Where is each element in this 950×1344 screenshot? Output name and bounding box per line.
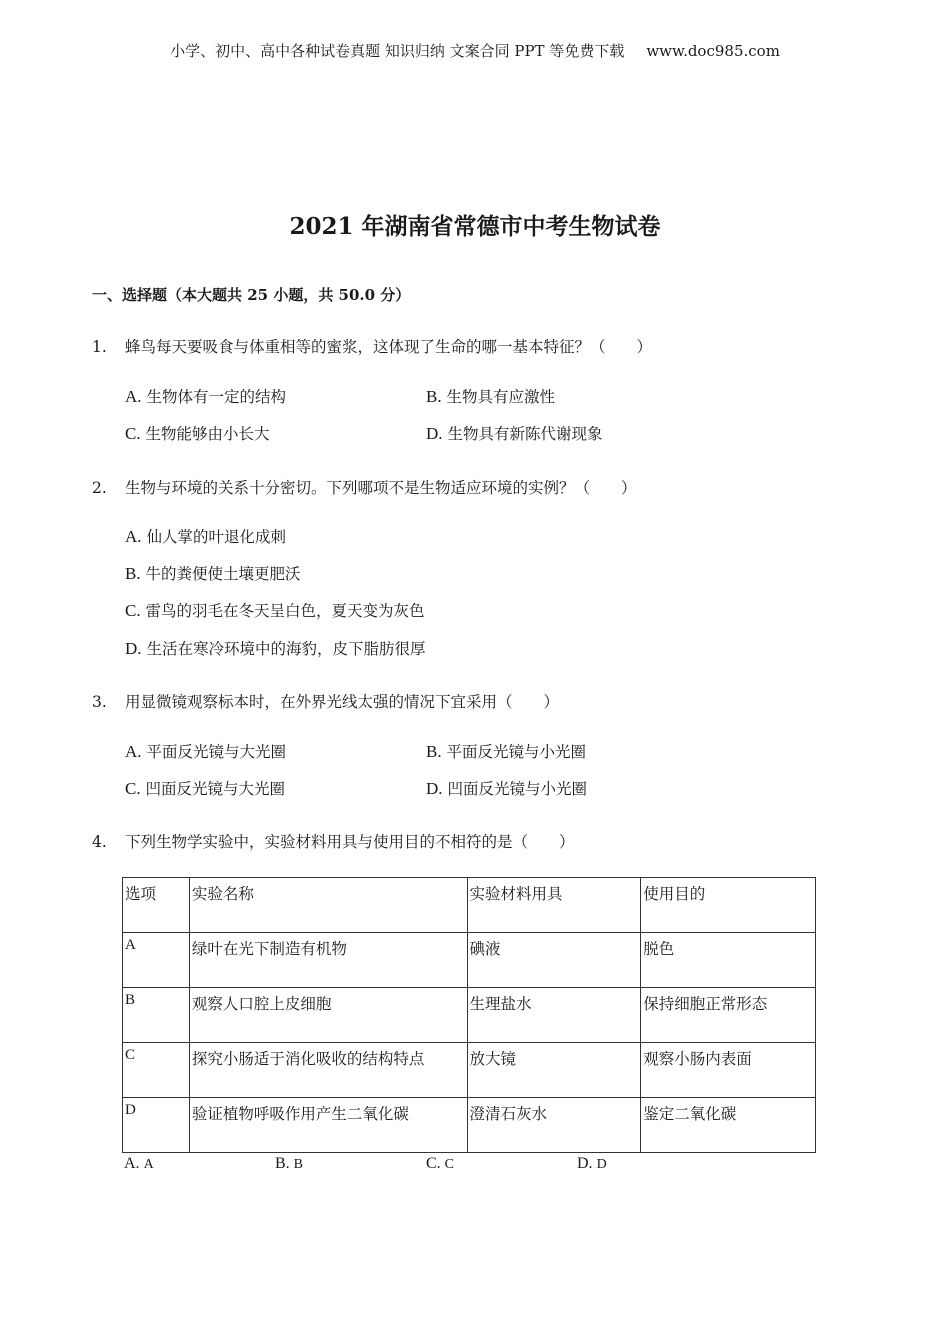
- table-cell: 保持细胞正常形态: [641, 988, 816, 1043]
- table-header-cell: 选项: [123, 878, 190, 933]
- table-cell: 鉴定二氧化碳: [641, 1098, 816, 1153]
- header-site: www.doc985.com: [646, 42, 780, 60]
- table-cell: D: [123, 1098, 190, 1153]
- table-cell: 探究小肠适于消化吸收的结构特点: [189, 1043, 467, 1098]
- table-row: [123, 1098, 816, 1153]
- q2-option-d: D. 生活在寒冷环境中的海豹，皮下脂肪很厚: [125, 639, 426, 658]
- table-cell: 观察小肠内表面: [641, 1043, 816, 1098]
- question-4: [92, 830, 575, 852]
- table-header-row: [123, 878, 816, 933]
- table-cell: 碘液: [467, 933, 641, 988]
- table-cell: C: [123, 1043, 190, 1098]
- question-3: [92, 690, 559, 712]
- table-cell: 观察人口腔上皮细胞: [189, 988, 467, 1043]
- q4-option-a: A. A: [124, 1155, 154, 1172]
- table-cell: 绿叶在光下制造有机物: [189, 933, 467, 988]
- table-header-cell: 使用目的: [641, 878, 816, 933]
- q3-option-c: C. 凹面反光镜与大光圈: [125, 779, 286, 798]
- experiment-table: [122, 877, 816, 1153]
- page-title: 2021 年湖南省常德市中考生物试卷: [289, 213, 661, 240]
- table-row: [123, 1043, 816, 1098]
- q4-option-b: B. B: [275, 1155, 304, 1172]
- table-cell: 脱色: [641, 933, 816, 988]
- question-stem: 蜂鸟每天要吸食与体重相等的蜜浆，这体现了生命的哪一基本特征？（ ）: [125, 338, 653, 356]
- q3-option-a: A. 平面反光镜与大光圈: [125, 742, 286, 761]
- page-header: [0, 40, 950, 61]
- table-row: [123, 988, 816, 1043]
- table-cell: 验证植物呼吸作用产生二氧化碳: [189, 1098, 467, 1153]
- question-1: [92, 335, 652, 357]
- header-text: 小学、初中、高中各种试卷真题 知识归纳 文案合同 PPT 等免费下载: [170, 42, 625, 60]
- question-stem: 生物与环境的关系十分密切。下列哪项不是生物适应环境的实例？（ ）: [125, 479, 637, 497]
- table-header-cell: 实验名称: [189, 878, 467, 933]
- q2-option-a: A. 仙人掌的叶退化成刺: [125, 527, 286, 546]
- section-heading: 一、选择题（本大题共 25 小题，共 50.0 分）: [92, 286, 411, 304]
- table-cell: 放大镜: [467, 1043, 641, 1098]
- table-cell: B: [123, 988, 190, 1043]
- q3-option-b: B. 平面反光镜与小光圈: [426, 742, 587, 761]
- question-stem: 用显微镜观察标本时，在外界光线太强的情况下宜采用（ ）: [125, 693, 560, 711]
- q4-option-c: C. C: [426, 1155, 455, 1172]
- question-stem: 下列生物学实验中，实验材料用具与使用目的不相符的是（ ）: [125, 833, 575, 851]
- question-number: 1.: [92, 338, 107, 356]
- table-row: [123, 933, 816, 988]
- q3-option-d: D. 凹面反光镜与小光圈: [426, 779, 587, 798]
- question-number: 2.: [92, 479, 107, 497]
- q1-option-c: C. 生物能够由小长大: [125, 424, 270, 443]
- q2-option-c: C. 雷鸟的羽毛在冬天呈白色，夏天变为灰色: [125, 601, 425, 620]
- table-cell: A: [123, 933, 190, 988]
- q1-option-b: B. 生物具有应激性: [426, 387, 556, 406]
- q1-option-a: A. 生物体有一定的结构: [125, 387, 286, 406]
- q4-option-d: D. D: [577, 1155, 607, 1172]
- table-cell: 澄清石灰水: [467, 1098, 641, 1153]
- table-header-cell: 实验材料用具: [467, 878, 641, 933]
- q2-option-b: B. 牛的粪便使土壤更肥沃: [125, 564, 301, 583]
- q1-option-d: D. 生物具有新陈代谢现象: [426, 424, 603, 443]
- table-cell: 生理盐水: [467, 988, 641, 1043]
- question-2: [92, 476, 637, 498]
- question-number: 3.: [92, 693, 107, 711]
- question-number: 4.: [92, 833, 107, 851]
